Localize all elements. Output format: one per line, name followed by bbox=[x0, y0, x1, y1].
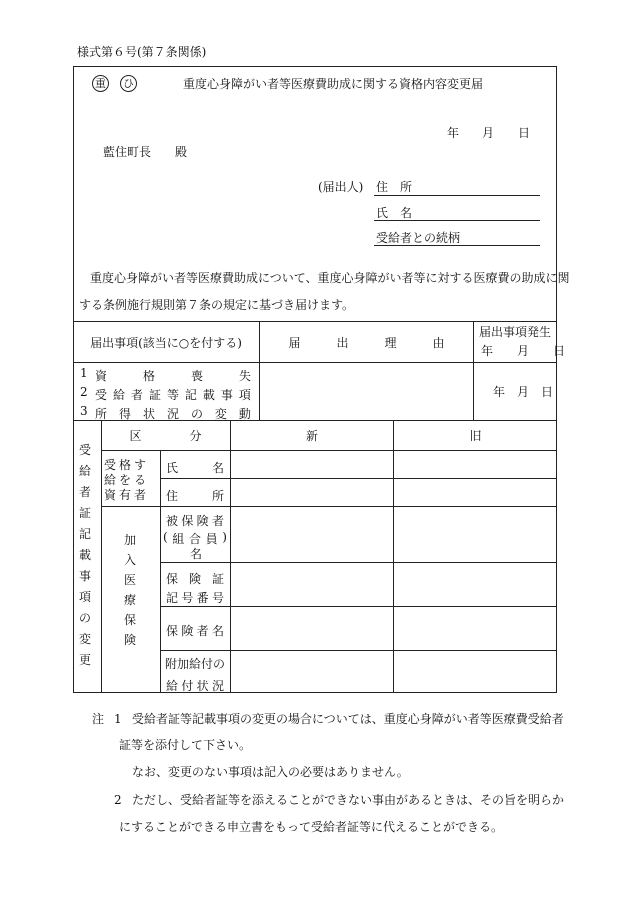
item-text-2[interactable]: 受 給 者 証 等 記 載 事 項 bbox=[95, 388, 251, 402]
old-jusho-field[interactable] bbox=[394, 479, 557, 506]
name-field[interactable] bbox=[374, 220, 540, 221]
reason-field[interactable] bbox=[260, 363, 473, 420]
date-year[interactable]: 年 bbox=[447, 126, 460, 140]
cert-label-1: 保 険 証 bbox=[166, 572, 224, 586]
old-insurer-field[interactable] bbox=[394, 607, 557, 650]
jusho-label: 住 所 bbox=[166, 489, 224, 503]
item-no-1: 1 bbox=[80, 366, 88, 380]
occurrence-date[interactable]: 年 月 日 bbox=[493, 385, 554, 399]
address-field[interactable] bbox=[374, 195, 540, 196]
new-jusho-field[interactable] bbox=[231, 479, 393, 506]
note-2-line2: にすることができる申立書をもって受給者証等に代えることができる。 bbox=[119, 820, 504, 834]
side-label-vertical: 受 給 者 証 記 載 事 項 の 変 更 bbox=[79, 443, 92, 667]
item-text-1[interactable]: 資 格 喪 失 bbox=[95, 369, 251, 383]
note-1-line3: なお、変更のない事項は記入の必要はありません。 bbox=[132, 765, 409, 779]
form-title: 重度心身障がい者等医療費助成に関する資格内容変更届 bbox=[183, 77, 484, 91]
hi-mark-icon: ひ bbox=[120, 75, 137, 92]
address-label: 住 所 bbox=[376, 180, 413, 194]
header-reason: 届 出 理 由 bbox=[288, 335, 445, 350]
header-items: 届出事項(該当に○を付する) bbox=[90, 335, 242, 350]
form-number: 様式第６号(第７条関係) bbox=[77, 45, 207, 59]
new-header: 新 bbox=[305, 429, 318, 443]
new-shimei-field[interactable] bbox=[231, 451, 393, 478]
note-1-number: 1 bbox=[114, 712, 122, 726]
insured-label-3: 名 bbox=[190, 547, 203, 561]
item-no-3: 3 bbox=[80, 404, 88, 418]
relation-label: 受給者との続柄 bbox=[376, 231, 461, 245]
applicant-label: (届出人) bbox=[318, 180, 364, 194]
note-1-line1: 受給者証等記載事項の変更の場合については、重度心身障がい者等医療費受給者 bbox=[132, 712, 564, 726]
eligible-person-label: 受 給 資 格 を 有 す る 者 bbox=[104, 458, 147, 502]
addl-label-2: 給 付 状 況 bbox=[166, 679, 224, 693]
old-addl-field[interactable] bbox=[394, 651, 557, 693]
note-2-number: 2 bbox=[114, 793, 122, 807]
date-day[interactable]: 日 bbox=[518, 126, 531, 140]
kubun-header: 区 分 bbox=[129, 429, 202, 443]
date-month[interactable]: 月 bbox=[482, 126, 495, 140]
header-date-label: 届出事項発生 bbox=[479, 325, 552, 339]
body-text-line1: 重度心身障がい者等医療費助成について、重度心身障がい者等に対する医療費の助成に関 bbox=[90, 271, 570, 285]
new-cert-field[interactable] bbox=[231, 563, 393, 606]
cert-label-2: 記 号 番 号 bbox=[166, 591, 224, 605]
new-insured-field[interactable] bbox=[231, 507, 393, 562]
juu-mark-icon: 重 bbox=[92, 75, 109, 92]
old-shimei-field[interactable] bbox=[394, 451, 557, 478]
item-no-2: 2 bbox=[80, 385, 88, 399]
body-text-line2: する条例施行規則第７条の規定に基づき届けます。 bbox=[79, 298, 355, 312]
header-date-ymd: 年 月 日 bbox=[481, 344, 566, 358]
old-header: 旧 bbox=[469, 429, 482, 443]
note-1-line2: 証等を添付して下さい。 bbox=[119, 738, 252, 752]
insured-label-2: ( 組 合 員 ) bbox=[163, 530, 227, 546]
shimei-label: 氏 名 bbox=[166, 461, 224, 475]
col-divider-2 bbox=[473, 321, 474, 420]
name-label: 氏 名 bbox=[376, 206, 413, 220]
note-2-line1: ただし、受給者証等を添えることができない事由があるときは、その旨を明らか bbox=[132, 793, 565, 807]
addressee: 藍住町長 殿 bbox=[103, 145, 188, 159]
insurance-label-vertical: 加 入 医 療 保 険 bbox=[124, 533, 137, 647]
sub-col-divider bbox=[160, 450, 161, 693]
new-insurer-field[interactable] bbox=[231, 607, 393, 650]
item-text-3[interactable]: 所 得 状 況 の 変 動 bbox=[95, 407, 251, 421]
relation-field[interactable] bbox=[374, 245, 540, 246]
old-insured-field[interactable] bbox=[394, 507, 557, 562]
new-addl-field[interactable] bbox=[231, 651, 393, 693]
old-cert-field[interactable] bbox=[394, 563, 557, 606]
insured-label-1: 被 保 険 者 bbox=[166, 514, 224, 528]
insurer-label: 保 険 者 名 bbox=[166, 624, 224, 638]
note-label: 注 bbox=[92, 712, 105, 726]
addl-label-1: 附加給付の bbox=[165, 657, 226, 671]
side-col-divider bbox=[101, 420, 102, 693]
